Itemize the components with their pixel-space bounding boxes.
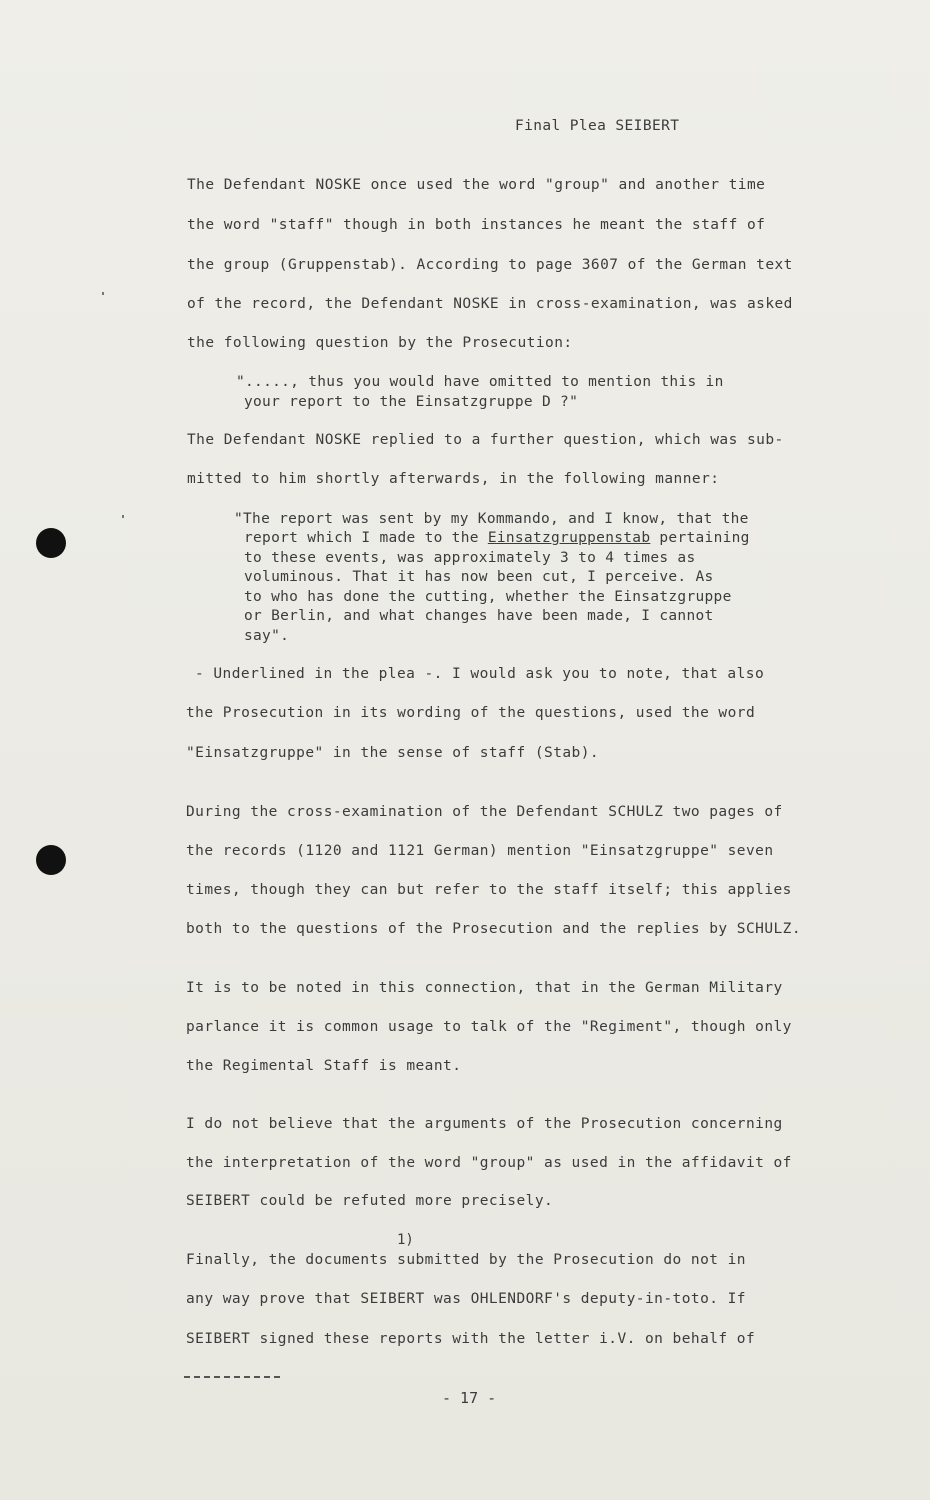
quote-line: "The report was sent by my Kommando, and I know, that the (234, 511, 749, 527)
text-line: Finally, the documents submitted by the Prosecution do not in (186, 1252, 746, 1268)
text-line: SEIBERT could be refuted more precisely. (186, 1193, 554, 1209)
text-line: I do not believe that the arguments of the Prosecution concerning (186, 1116, 783, 1132)
text-line: of the record, the Defendant NOSKE in cross-examination, was asked (187, 296, 793, 312)
text-line: mitted to him shortly afterwards, in the following manner: (187, 471, 720, 487)
text-line: the interpretation of the word "group" as used in the affidavit of (186, 1155, 792, 1171)
text-line: The Defendant NOSKE replied to a further question, which was sub- (187, 432, 784, 448)
quote-text: pertaining (650, 530, 750, 546)
footnote-separator (184, 1376, 280, 1378)
text-line: the group (Gruppenstab). According to page 3607 of the German text (187, 257, 793, 273)
text-line: times, though they can but refer to the staff itself; this applies (186, 882, 792, 898)
quote-line: say". (244, 628, 290, 644)
quote-line: voluminous. That it has now been cut, I perceive. As (244, 569, 714, 585)
paper-speck (122, 515, 124, 518)
quote-line: to who has done the cutting, whether the Einsatzgruppe (244, 589, 732, 605)
punch-hole (36, 845, 66, 875)
quote-line: "....., thus you would have omitted to mention this in (236, 374, 724, 390)
text-line: any way prove that SEIBERT was OHLENDORF's deputy-in-toto. If (186, 1291, 746, 1307)
paper-speck (102, 292, 104, 295)
quote-line: to these events, was approximately 3 to 4 times as (244, 550, 696, 566)
text-line: the records (1120 and 1121 German) mention "Einsatzgruppe" seven (186, 843, 774, 859)
quote-line (244, 529, 750, 549)
text-line: the Regimental Staff is meant. (186, 1058, 462, 1074)
text-line: the following question by the Prosecution: (187, 335, 573, 351)
quote-text: report which I made to the (244, 530, 488, 546)
underlined-term: Einsatzgruppenstab (487, 530, 651, 546)
punch-hole (36, 528, 66, 558)
quote-line: your report to the Einsatzgruppe D ?" (244, 394, 579, 410)
text-line: The Defendant NOSKE once used the word "group" and another time (187, 177, 766, 193)
text-line: parlance it is common usage to talk of the "Regiment", though only (186, 1019, 792, 1035)
text-line: "Einsatzgruppe" in the sense of staff (Stab). (186, 745, 600, 761)
text-line: the word "staff" though in both instances he meant the staff of (187, 217, 766, 233)
text-line: the Prosecution in its wording of the questions, used the word (186, 705, 756, 721)
text-line: During the cross-examination of the Defendant SCHULZ two pages of (186, 804, 783, 820)
page-number: - 17 - (442, 1389, 497, 1407)
footnote-marker: 1) (397, 1232, 414, 1248)
quote-line: or Berlin, and what changes have been made, I cannot (244, 608, 714, 624)
text-line: - Underlined in the plea -. I would ask you to note, that also (195, 666, 765, 682)
text-line: both to the questions of the Prosecution and the replies by SCHULZ. (186, 921, 802, 937)
page-title: Final Plea SEIBERT (515, 118, 680, 134)
text-line: It is to be noted in this connection, that in the German Military (186, 980, 783, 996)
text-line: SEIBERT signed these reports with the letter i.V. on behalf of (186, 1331, 756, 1347)
